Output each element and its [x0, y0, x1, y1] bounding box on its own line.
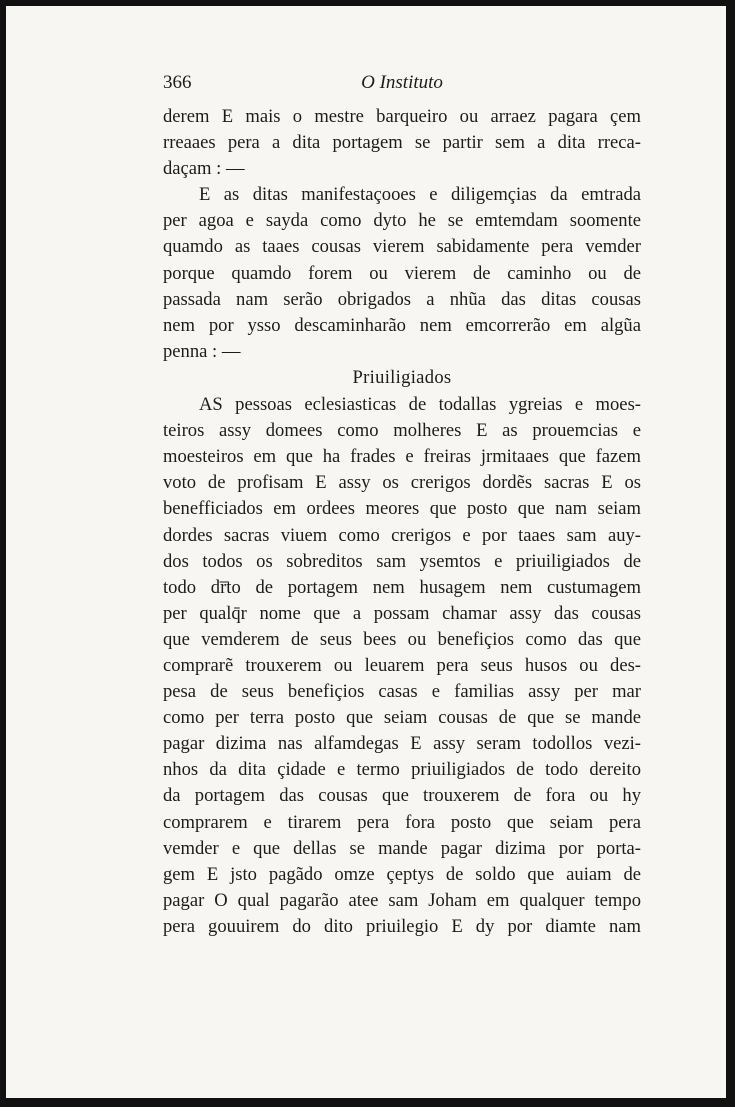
text-line: quamdo as taaes cousas vierem sabidamente pera vemder [163, 236, 641, 258]
text-line: per agoa e sayda como dyto he se emtemdam soomente [163, 210, 641, 232]
text-line: nem por ysso descaminharão nem emcorrerão em algũa [163, 314, 641, 336]
text-line: AS pessoas eclesiasticas de todallas ygreias e moes- [199, 394, 641, 416]
text-line: E as ditas manifestaçooes e diligemçias da emtrada [199, 184, 641, 206]
page-number: 366 [163, 72, 192, 93]
text-line: gem E jsto pagãdo omze çeptys de soldo que auiam de [163, 863, 641, 885]
paragraph-1 [163, 104, 641, 182]
text-line: que vemderem de seus bees ou benefiçios como das que [163, 628, 641, 650]
text-line: comprarẽ trouxerem ou leuarem pera seus husos ou des- [163, 654, 641, 676]
text-line: porque quamdo forem ou vierem de caminho ou de [163, 262, 641, 284]
text-line: dos todos os sobreditos sam ysemtos e priuiligiados de [163, 550, 641, 572]
text-line: moesteiros em que ha frades e freiras jrmitaaes que fazem [163, 446, 641, 468]
text-line: benefficiados em ordees meores que posto que nam seiam [163, 498, 641, 520]
text-line: pagar dizima nas alfamdegas E assy seram todollos vezi- [163, 733, 641, 755]
text-line: teiros assy domees como molheres E as prouemcias e [163, 420, 641, 442]
text-line: pesa de seus benefiçios casas e familias assy per mar [163, 681, 641, 703]
text-line: pera gouuirem do dito priuilegio E dy por diamte nam [163, 915, 641, 937]
book-page [163, 68, 641, 940]
text-line: per qualq̄r nome que a possam chamar assy das cousas [163, 602, 641, 624]
text-line: vemder e que dellas se mande pagar dizima por porta- [163, 837, 641, 859]
section-heading: Priuiligiados [352, 366, 452, 388]
text-line: dordes sacras viuem como crerigos e por taaes sam auy- [163, 524, 641, 546]
text-line: como per terra posto que seiam cousas de que se mande [163, 707, 641, 729]
text-line: voto de profisam E assy os crerigos dordẽs sacras E os [163, 472, 641, 494]
text-line: pagar O qual pagarão atee sam Joham em qualquer tempo [163, 889, 641, 911]
text-line: daçam : — [163, 158, 245, 180]
text-line: passada nam serão obrigados a nhũa das ditas cousas [163, 288, 641, 310]
page-header [163, 68, 641, 104]
running-title: O Instituto [361, 72, 443, 93]
text-line: todo dr̅to de portagem nem husagem nem custumagem [163, 576, 641, 598]
text-line: nhos da dita çidade e termo priuiligiados de todo dereito [163, 759, 641, 781]
text-line: rreaaes pera a dita portagem se partir sem a dita rreca- [163, 132, 641, 154]
text-line: comprarem e tirarem pera fora posto que seiam pera [163, 811, 641, 833]
text-line: derem E mais o mestre barqueiro ou arraez pagara çem [163, 106, 641, 127]
paragraph-2 [163, 182, 641, 365]
text-line: da portagem das cousas que trouxerem de fora ou hy [163, 785, 641, 807]
text-line: penna : — [163, 340, 241, 362]
paragraph-3 [163, 392, 641, 940]
